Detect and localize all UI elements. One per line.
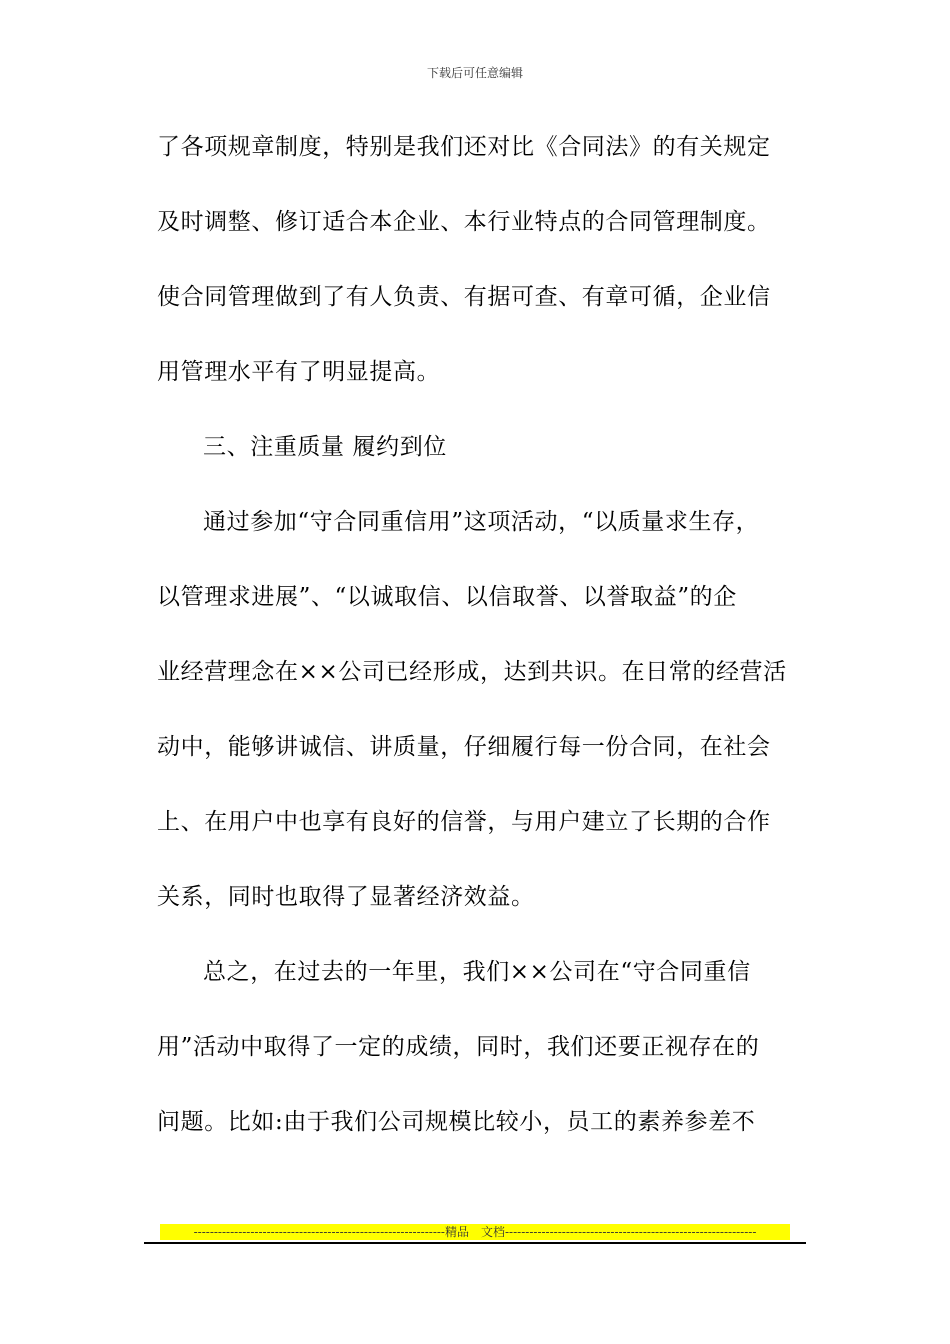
text-line: 用”活动中取得了一定的成绩，同时，我们还要正视存在的: [157, 1034, 760, 1060]
footer-dashes-left: --------------------------------------------------------------: [193, 1225, 445, 1239]
text-line: 关系，同时也取得了显著经济效益。: [157, 884, 535, 910]
text-line: 通过参加“守合同重信用”这项活动，“以质量求生存，: [203, 509, 760, 535]
text-line: 上、在用户中也享有良好的信誉，与用户建立了长期的合作: [157, 809, 771, 835]
text-line: 及时调整、修订适合本企业、本行业特点的合同管理制度。: [157, 209, 771, 235]
document-body: [157, 125, 797, 1175]
text-line: 动中，能够讲诚信、讲质量，仔细履行每一份合同，在社会: [157, 734, 771, 760]
page-header-note: 下载后可任意编辑: [426, 66, 523, 80]
text-line: 使合同管理做到了有人负责、有据可查、有章可循，企业信: [157, 284, 771, 310]
text-line: 总之，在过去的一年里，我们××公司在“守合同重信: [203, 959, 751, 985]
text-line: 业经营理念在××公司已经形成，达到共识。在日常的经营活: [157, 659, 787, 685]
text-line: 以管理求进展”、“以诚取信、以信取誉、以誉取益”的企: [157, 584, 737, 610]
footer-rule: [144, 1242, 806, 1244]
footer-dashes-right: --------------------------------------------------------------: [505, 1225, 757, 1239]
section-heading: 三、注重质量 履约到位: [203, 434, 447, 460]
footer-band: [160, 1224, 790, 1240]
text-line: 了各项规章制度，特别是我们还对比《合同法》的有关规定: [157, 134, 771, 160]
text-line: 用管理水平有了明显提高。: [157, 359, 441, 385]
footer-label: 精品 文档: [444, 1225, 505, 1239]
text-line: 问题。比如:由于我们公司规模比较小，员工的素养参差不: [157, 1109, 756, 1135]
